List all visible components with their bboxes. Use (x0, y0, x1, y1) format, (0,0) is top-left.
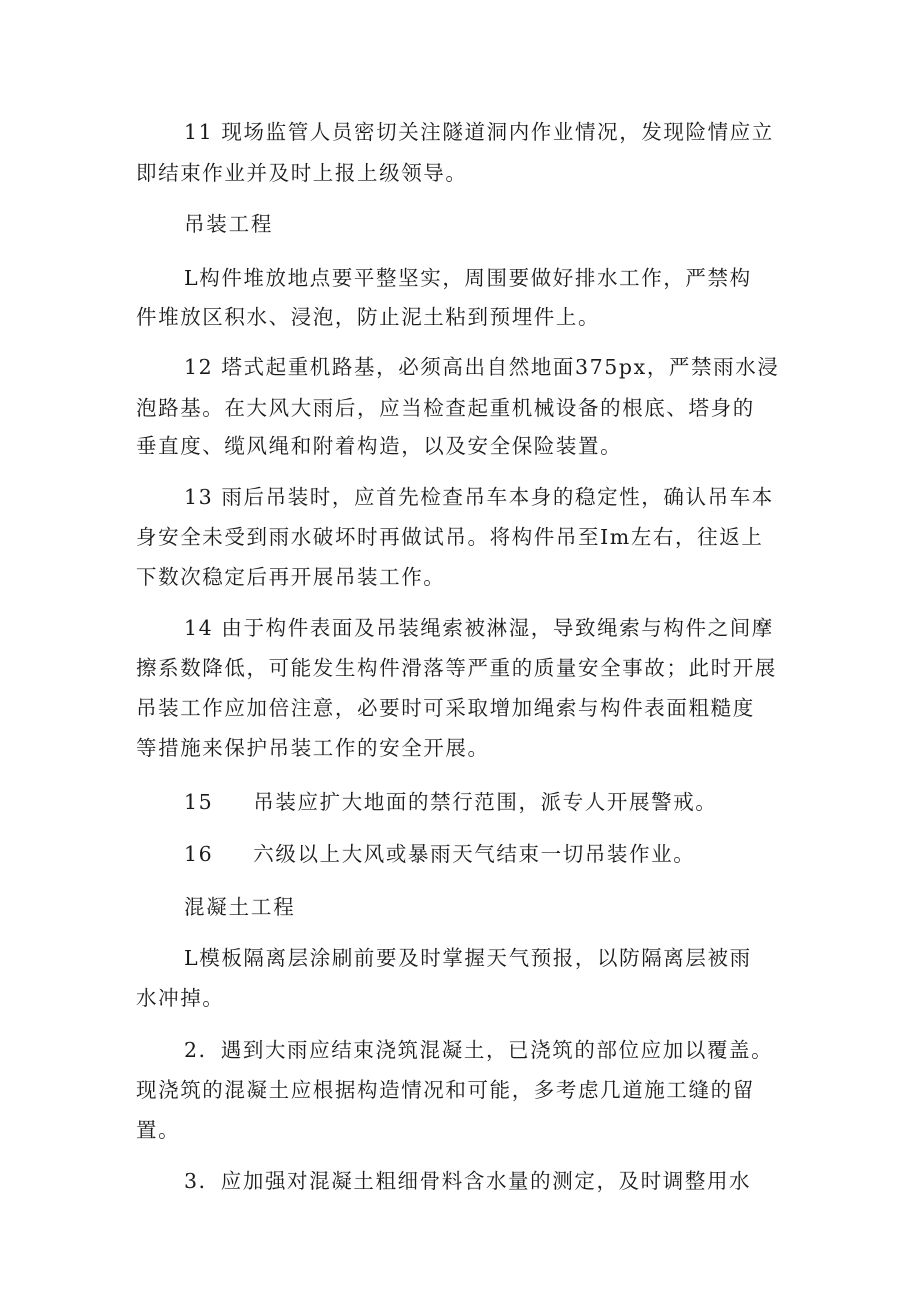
text-line: 2．遇到大雨应结束浇筑混凝土，已浇筑的部位应加以覆盖。 (184, 1038, 774, 1062)
text-line: 即结束作业并及时上报上级领导。 (136, 161, 468, 185)
text-line: 下数次稳定后再开展吊装工作。 (136, 565, 446, 589)
text-line: 垂直度、缆风绳和附着构造，以及安全保险装置。 (136, 434, 623, 458)
paragraph-16 (184, 840, 695, 868)
paragraph-15 (184, 788, 717, 816)
text-line: 3．应加强对混凝土粗细骨料含水量的测定，及时调整用水 (184, 1169, 752, 1193)
section-heading-concrete: 混凝土工程 (184, 895, 296, 919)
text-line: 置。 (136, 1118, 181, 1142)
item-number: 16 (184, 842, 214, 866)
text-line: 14 由于构件表面及吊装绳索被淋湿，导致绳索与构件之间摩 (184, 616, 774, 640)
section-heading-hoisting: 吊装工程 (184, 212, 274, 236)
text-line: L模板隔离层涂刷前要及时掌握天气预报，以防隔离层被雨 (184, 946, 752, 970)
text-line: 11 现场监管人员密切关注隧道洞内作业情况，发现险情应立 (184, 120, 774, 144)
text-line: 水冲掉。 (136, 986, 225, 1010)
text-line: 身安全未受到雨水破坏时再做试吊。将构件吊至Im左右，往返上 (136, 525, 764, 549)
text-line: 擦系数降低，可能发生构件滑落等严重的质量安全事故；此时开展 (136, 656, 777, 680)
text-line: 12 塔式起重机路基，必须高出自然地面375px，严禁雨水浸 (184, 355, 780, 379)
text-line: 13 雨后吊装时，应首先检查吊车本身的稳定性，确认吊车本 (184, 485, 774, 509)
item-number: 15 (184, 790, 214, 814)
text-line: 泡路基。在大风大雨后，应当检查起重机械设备的根底、塔身的 (136, 396, 755, 420)
item-text: 六级以上大风或暴雨天气结束一切吊装作业。 (253, 842, 696, 866)
text-line: 件堆放区积水、浸泡，防止泥土粘到预埋件上。 (136, 305, 601, 329)
text-line: 现浇筑的混凝土应根据构造情况和可能，多考虑几道施工缝的留 (136, 1078, 755, 1102)
item-text: 吊装应扩大地面的禁行范围，派专人开展警戒。 (253, 790, 718, 814)
text-line: 等措施来保护吊装工作的安全开展。 (136, 736, 490, 760)
text-line: L构件堆放地点要平整坚实，周围要做好排水工作，严禁构 (184, 266, 752, 290)
text-line: 吊装工作应加倍注意，必要时可采取增加绳索与构件表面粗糙度 (136, 696, 755, 720)
